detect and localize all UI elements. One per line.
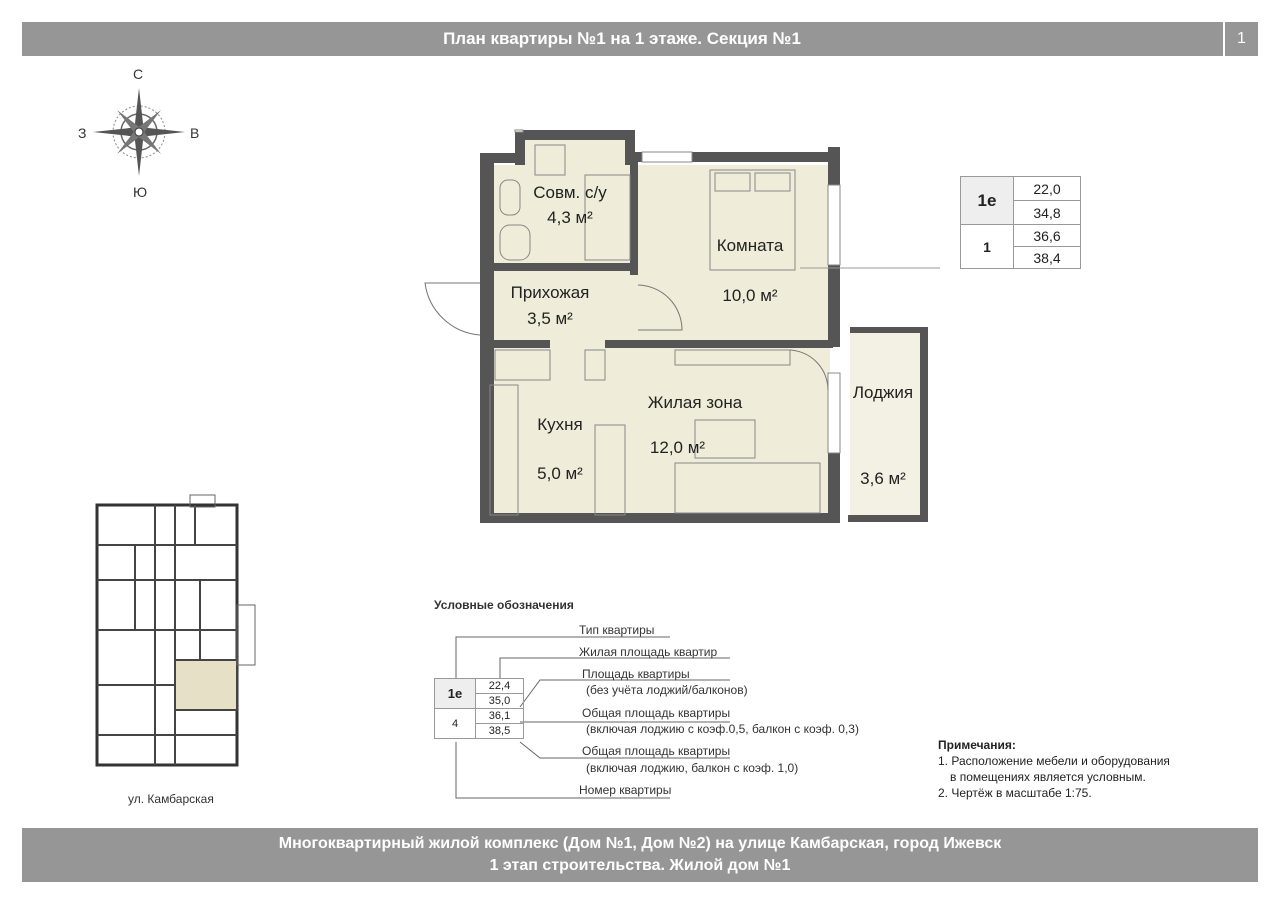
legend-sample-v1: 22,4 <box>476 679 524 694</box>
page-number: 1 <box>1237 30 1246 47</box>
room-hall-name: Прихожая <box>510 283 590 302</box>
room-bathroom-name: Совм. с/у <box>533 183 607 202</box>
footer-line-1: Многоквартирный жилой комплекс (Дом №1, Дом №2) на улице Камбарская, город Ижевск <box>278 835 1002 852</box>
legend-sample-v2: 35,0 <box>476 694 524 709</box>
compass-north-label: С <box>133 66 144 82</box>
compass-icon <box>90 80 190 190</box>
legend-area-label-1: Площадь квартиры <box>582 667 690 681</box>
room-kitchen-name: Кухня <box>537 415 583 434</box>
compass-rose <box>90 80 190 190</box>
room-hall-area: 3,5 м² <box>527 309 573 328</box>
header-bar <box>22 22 1258 56</box>
compass-east-label: В <box>190 125 200 141</box>
legend-total-full-label-1: Общая площадь квартиры <box>582 744 731 758</box>
legend-living-label: Жилая площадь квартир <box>579 645 718 659</box>
room-bedroom-name: Комната <box>716 236 784 255</box>
page-title: План квартиры №1 на 1 этаже. Секция №1 <box>443 29 801 48</box>
apartment-area-value: 34,8 <box>1014 201 1081 225</box>
room-bathroom-area: 4,3 м² <box>547 208 593 227</box>
notes-item-1-line-1: 1. Расположение мебели и оборудования <box>938 754 1170 768</box>
legend-area-label-2: (без учёта лоджий/балконов) <box>586 683 748 697</box>
legend-total-coef-label-1: Общая площадь квартиры <box>582 706 731 720</box>
legend-type-label: Тип квартиры <box>579 623 655 637</box>
legend-sample-type: 1е <box>435 679 476 709</box>
apartment-type: 1е <box>961 177 1014 225</box>
street-label: ул. Камбарская <box>128 792 214 806</box>
notes-item-2: 2. Чертёж в масштабе 1:75. <box>938 786 1092 800</box>
total-area-coef-value: 36,6 <box>1014 225 1081 247</box>
legend-sample-number: 4 <box>435 709 476 739</box>
compass-west-label: З <box>78 125 87 141</box>
area-table <box>960 176 1081 269</box>
legend-title: Условные обозначения <box>434 598 574 612</box>
room-kitchen-area: 5,0 м² <box>537 464 583 483</box>
legend-total-full-label-2: (включая лоджию, балкон с коэф. 1,0) <box>586 761 799 775</box>
notes-title: Примечания: <box>938 738 1016 752</box>
apartment-number: 1 <box>961 225 1014 269</box>
compass-south-label: Ю <box>133 184 148 200</box>
legend-number-label: Номер квартиры <box>579 783 672 797</box>
legend-sample-table <box>434 678 524 739</box>
key-plan-drawing <box>75 490 265 780</box>
living-area-value: 22,0 <box>1014 177 1081 201</box>
legend-sample-v4: 38,5 <box>476 724 524 739</box>
room-living-name: Жилая зона <box>647 393 743 412</box>
room-loggia-area: 3,6 м² <box>860 469 906 488</box>
legend-total-coef-label-2: (включая лоджию с коэф.0,5, балкон с коэф. 0,3) <box>586 722 859 736</box>
room-living-area: 12,0 м² <box>649 438 706 457</box>
room-bedroom-area: 10,0 м² <box>722 286 778 305</box>
footer-line-2: 1 этап строительства. Жилой дом №1 <box>489 857 791 874</box>
notes-item-1-line-2: в помещениях является условным. <box>950 770 1146 784</box>
notes <box>938 737 1170 801</box>
key-plan <box>75 490 265 780</box>
footer-bar <box>22 828 1258 882</box>
room-loggia-name: Лоджия <box>852 383 914 402</box>
total-area-full-value: 38,4 <box>1014 247 1081 269</box>
legend-sample-v3: 36,1 <box>476 709 524 724</box>
